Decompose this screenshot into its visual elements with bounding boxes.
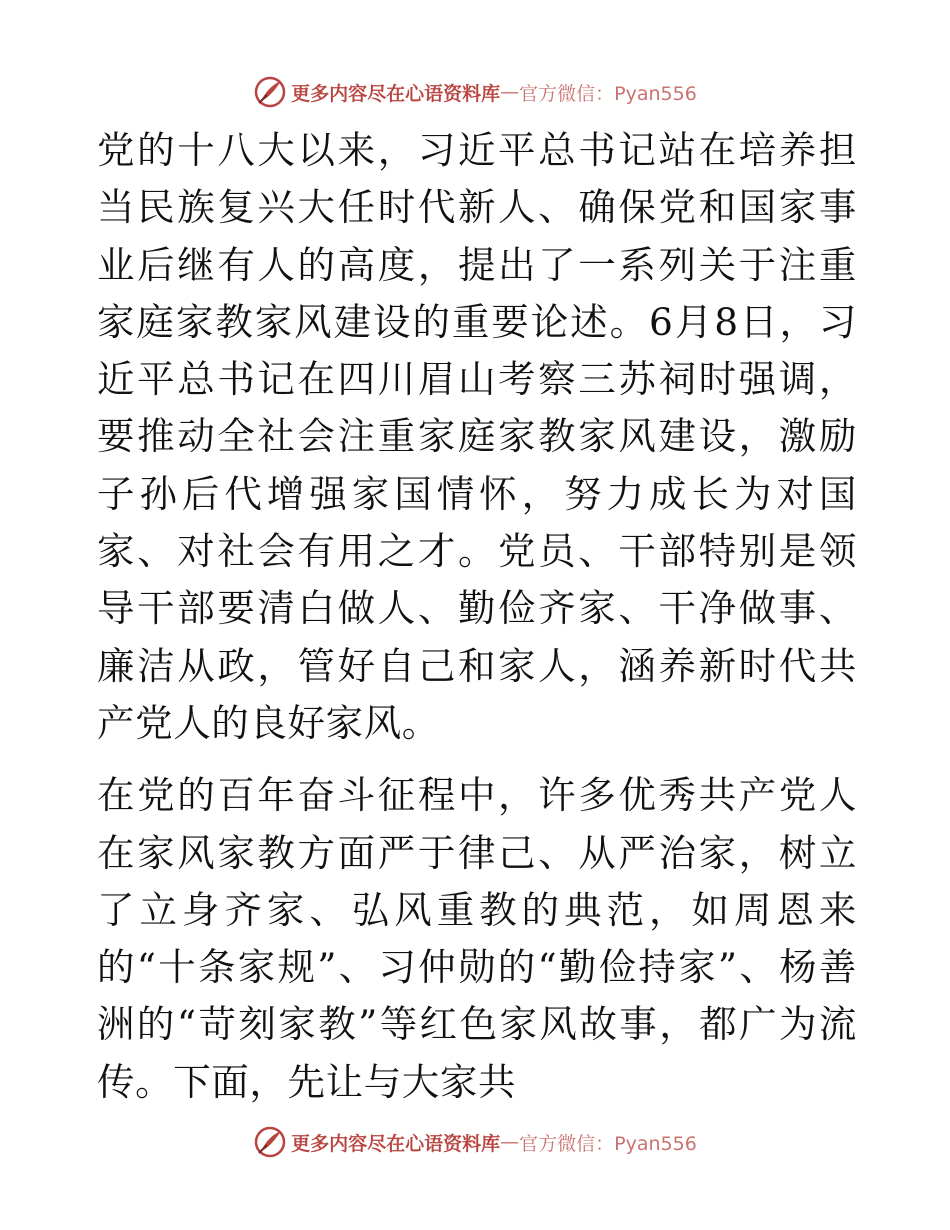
paragraph-2: 在党的百年奋斗征程中，许多优秀共产党人在家风家教方面严于律己、从严治家，树立了立身齐家、弘风重教的典范，如周恩来的“十条家规”、习仲勋的“勤俭持家”、杨善洲的“苛刻家教”等红色家风故事，都广为流传。下面，先让与大家共 <box>97 773 857 1104</box>
watermark-wechat-text: 官方微信：Pyan556 <box>519 1132 697 1155</box>
watermark-separator: — <box>500 1131 520 1153</box>
feather-quill-logo-icon <box>253 75 287 109</box>
watermark-wechat-text: 官方微信：Pyan556 <box>519 82 697 105</box>
footer-watermark <box>0 1122 950 1162</box>
watermark-separator: — <box>500 81 520 103</box>
feather-quill-logo-icon <box>253 1125 287 1159</box>
body-text <box>97 122 857 1111</box>
paragraph-1: 党的十八大以来，习近平总书记站在培养担当民族复兴大任时代新人、确保党和国家事业后继有人的高度，提出了一系列关于注重家庭家教家风建设的重要论述。6月8日，习近平总书记在四川眉山考察三苏祠时强调，要推动全社会注重家庭家教家风建设，激励子孙后代增强家国情怀，努力成长为对国家、对社会有用之才。党员、干部特别是领导干部要清白做人、勤俭齐家、干净做事、廉洁从政，管好自己和家人，涵养新时代共产党人的良好家风。 <box>97 128 857 745</box>
header-watermark <box>0 72 950 112</box>
watermark-main-text: 更多内容尽在心语资料库 <box>291 1132 501 1155</box>
watermark-main-text: 更多内容尽在心语资料库 <box>291 82 501 105</box>
